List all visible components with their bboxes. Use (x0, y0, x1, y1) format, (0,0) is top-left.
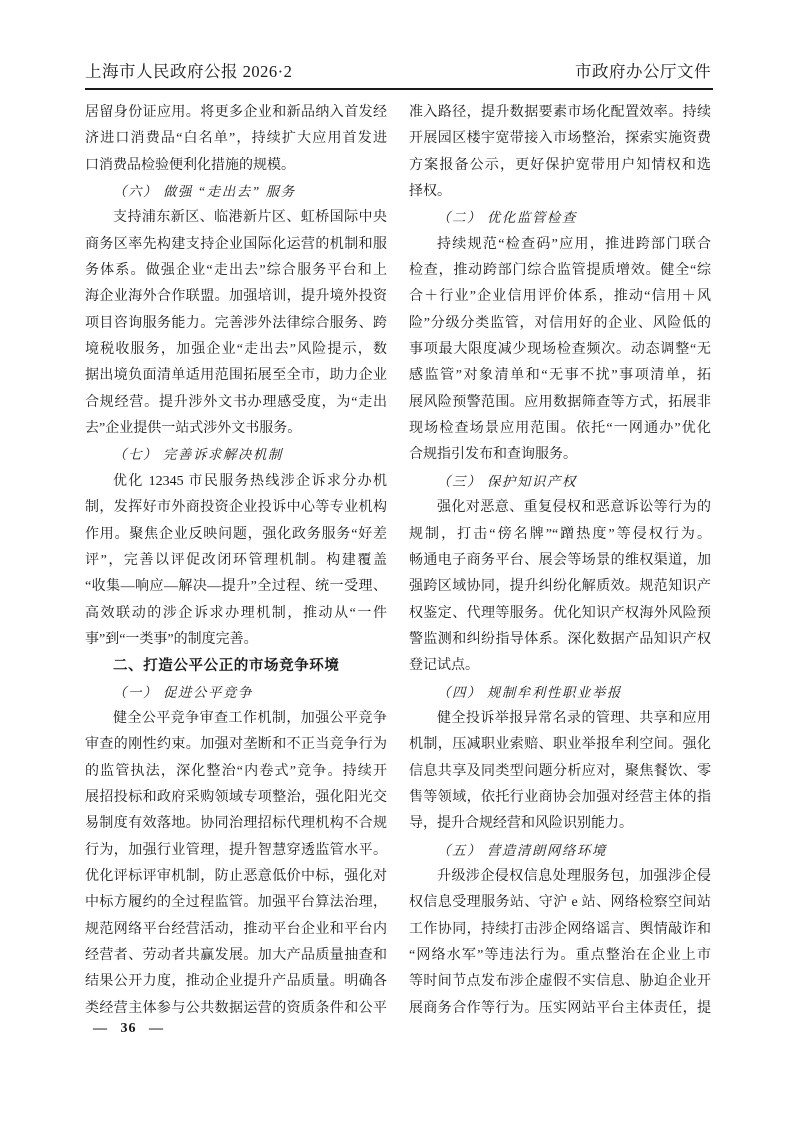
text-line: 经营者、劳动者共赢发展。加大产品质量抽查和 (85, 948, 387, 963)
text-line: 择权。 (409, 184, 451, 200)
text-line: 持续规范“检查码”应用，推进跨部门联合 (437, 236, 711, 252)
text-line: 合规指引发布和查询服务。 (409, 447, 577, 463)
left-column (85, 100, 387, 1022)
text-line: 开展园区楼宇宽带接入市场整治，探索实施资费 (409, 131, 711, 147)
page-number: — 36 — (93, 1021, 164, 1036)
text-line: 合＋行业”企业信用评价体系，推动“信用＋风 (409, 289, 711, 305)
subsection-heading: （一） 促进公平竞争 (113, 684, 253, 700)
text-line: 权信息受理服务站、守沪 e 站、网络检察空间站 (409, 895, 711, 911)
text-line: 作用。聚焦企业反映问题，强化政务服务“好差 (85, 526, 387, 542)
text-line: 展商务合作等行为。压实网站平台主体责任，提 (409, 1000, 711, 1016)
text-line: 规制，打击“傍名牌”“蹭热度”等侵权行为。 (409, 526, 711, 542)
text-line: 据出境负面清单适用范围拓展至全市，助力企业 (85, 368, 387, 384)
text-line: 去”企业提供一站式涉外文书服务。 (85, 421, 302, 437)
text-line: 警监测和纠纷指导体系。深化数据产品知识产权 (409, 631, 711, 647)
gazette-title: 上海市人民政府公报 2026·2 (85, 62, 293, 81)
text-line: 强跨区域协同，提升纠纷化解质效。规范知识产 (409, 579, 711, 595)
text-line: 规范网络平台经营活动，推动平台企业和平台内 (85, 921, 387, 937)
text-line: 权鉴定、代理等服务。优化知识产权海外风险预 (409, 605, 711, 621)
text-line: 制，发挥好市外商投资企业投诉中心等专业机构 (85, 500, 387, 516)
document-body (85, 100, 711, 1022)
text-line: 健全公平竞争审查工作机制，加强公平竞争 (113, 710, 387, 726)
subsection-heading: （三） 保护知识产权 (437, 473, 577, 489)
text-line: 现场检查场景应用范围。依托“一网通办”优化 (409, 421, 711, 437)
text-line: 登记试点。 (409, 658, 479, 674)
text-line: 导，提升合规经营和风险识别能力。 (409, 816, 633, 832)
subsection-heading: （四） 规制牟利性职业举报 (437, 684, 622, 700)
text-line: 等时间节点发布涉企虚假不实信息、胁迫企业开 (409, 974, 711, 990)
subsection-heading: （五） 营造清朗网络环境 (437, 842, 607, 858)
text-line: 济进口消费品“白名单”，持续扩大应用首发进 (85, 131, 387, 147)
right-column (409, 100, 711, 1022)
text-line: 类经营主体参与公共数据运营的资质条件和公平 (85, 1000, 387, 1016)
text-line: 合规经营。提升涉外文书办理感受度，为“走出 (85, 394, 387, 410)
header-rule (85, 88, 713, 90)
subsection-heading: （二） 优化监管检查 (437, 210, 577, 226)
text-line: 畅通电子商务平台、展会等场景的维权渠道，加 (409, 552, 711, 568)
text-line: 感监管”对象清单和“无事不扰”事项清单，拓 (409, 368, 711, 384)
text-line: 结果公开力度，推动企业提升产品质量。明确各 (85, 974, 387, 990)
text-line: 中标方履约的全过程监管。加强平台算法治理， (85, 895, 387, 911)
text-line: 健全投诉举报异常名录的管理、共享和应用 (437, 710, 711, 726)
text-line: 商务区率先构建支持企业国际化运营的机制和服 (85, 236, 387, 252)
text-line: 优化 12345 市民服务热线涉企诉求分办机 (113, 473, 387, 489)
text-line: 强化对恶意、重复侵权和恶意诉讼等行为的 (437, 500, 711, 516)
text-line: 展风险预警范围。应用数据筛查等方式，拓展非 (409, 394, 711, 410)
text-line: 优化评标评审机制，防止恶意低价中标，强化对 (85, 868, 387, 884)
text-line: 机制，压减职业索赔、职业举报牟利空间。强化 (409, 737, 711, 753)
text-line: 务体系。做强企业“走出去”综合服务平台和上 (85, 263, 387, 279)
subsection-heading: （七） 完善诉求解决机制 (113, 447, 283, 463)
text-line: 的监管执法，深化整治“内卷式”竞争。持续开 (85, 763, 387, 779)
text-line: 险”分级分类监管，对信用好的企业、风险低的 (409, 315, 711, 331)
subsection-heading: （六） 做强 “走出去” 服务 (113, 184, 296, 200)
text-line: 居留身份证应用。将更多企业和新品纳入首发经 (85, 105, 387, 120)
text-line: 信息共享及同类型问题分析应对，聚焦餐饮、零 (409, 763, 711, 779)
text-line: 售等领域，依托行业商协会加强对经营主体的指 (409, 789, 711, 805)
text-line: 海企业海外合作联盟。加强培训，提升境外投资 (85, 289, 387, 305)
page-footer (93, 1021, 164, 1037)
text-line: 易制度有效落地。协同治理招标代理机构不合规 (85, 816, 387, 832)
text-line: 审查的刚性约束。加强对垄断和不正当竞争行为 (85, 737, 387, 753)
text-line: 口消费品检验便利化措施的规模。 (85, 157, 295, 173)
text-line: 检查，推动跨部门综合监管提质增效。健全“综 (409, 263, 711, 279)
text-line: “收集—响应—解决—提升”全过程、统一受理、 (85, 579, 387, 595)
text-line: 升级涉企侵权信息处理服务包，加强涉企侵 (437, 868, 711, 884)
text-line: 展招投标和政府采购领域专项整治，强化阳光交 (85, 789, 387, 805)
text-line: 准入路径，提升数据要素市场化配置效率。持续 (409, 105, 711, 120)
text-line: 支持浦东新区、临港新片区、虹桥国际中央 (113, 210, 387, 226)
text-line: 评”，完善以评促改闭环管理机制。构建覆盖 (85, 552, 387, 568)
page-header (85, 58, 711, 82)
text-line: 事”到“一类事”的制度完善。 (85, 631, 258, 647)
document-category: 市政府办公厅文件 (575, 62, 711, 81)
text-line: 境税收服务，加强企业“走出去”风险提示，数 (85, 342, 387, 358)
text-line: 方案报备公示，更好保护宽带用户知情权和选 (409, 157, 711, 173)
text-line: 高效联动的涉企诉求办理机制，推动从“一件 (85, 605, 387, 621)
text-line: “网络水军”等违法行为。重点整治在企业上市 (409, 948, 711, 963)
text-line: 行为，加强行业管理，提升智慧穿透监管水平。 (85, 842, 387, 858)
text-line: 事项最大限度减少现场检查频次。动态调整“无 (409, 342, 711, 358)
text-line: 工作协同，持续打击涉企网络谣言、舆情敲诈和 (409, 921, 711, 937)
text-line: 项目咨询服务能力。完善涉外法律综合服务、跨 (85, 315, 387, 331)
section-heading: 二、打造公平公正的市场竞争环境 (113, 658, 340, 675)
